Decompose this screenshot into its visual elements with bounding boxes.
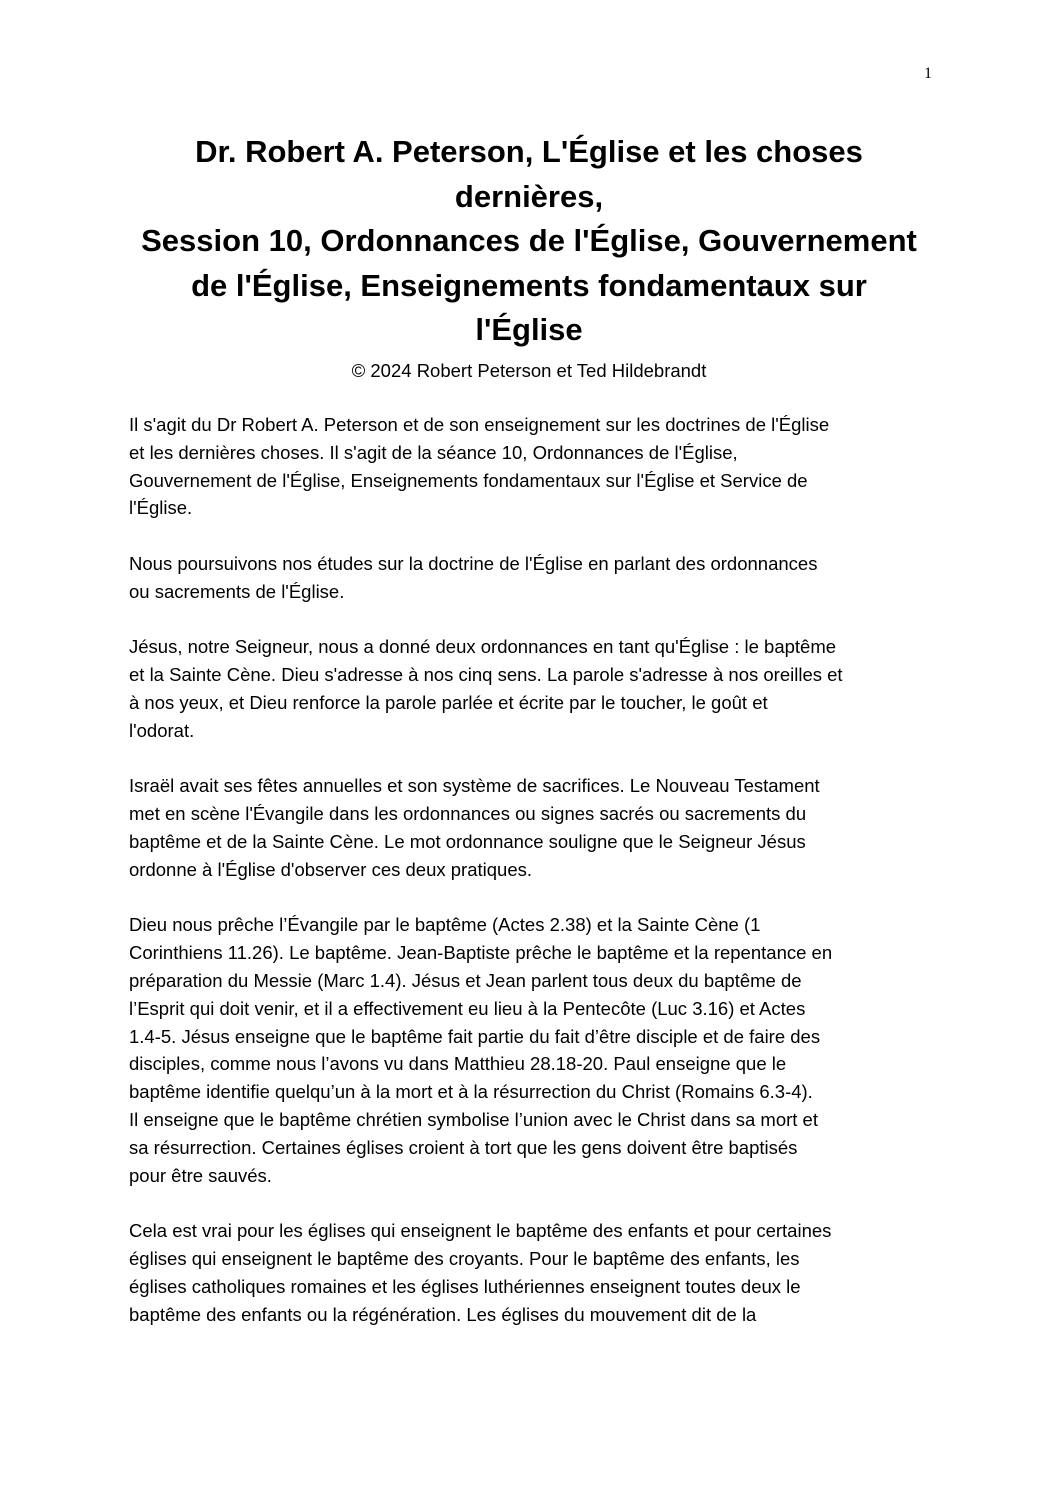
text-line: ordonne à l'Église d'observer ces deux pratiques. — [129, 858, 532, 880]
text-line: baptême et de la Sainte Cène. Le mot ordonnance souligne que le Seigneur Jésus — [129, 830, 806, 852]
text-line: met en scène l'Évangile dans les ordonnances ou signes sacrés ou sacrements du — [129, 803, 807, 825]
body-text — [129, 411, 935, 1356]
paragraph — [129, 911, 935, 1189]
text-line: baptême des enfants ou la régénération. Les églises du mouvement dit de la — [129, 1303, 757, 1325]
text-line: Gouvernement de l'Église, Enseignements fondamentaux sur l'Église et Service de — [129, 469, 808, 491]
text-line: Jésus, notre Seigneur, nous a donné deux ordonnances en tant qu'Église : le baptême — [129, 636, 837, 658]
text-line: baptême identifie quelqu’un à la mort et à la résurrection du Christ (Romains 6.3-4). — [129, 1081, 813, 1103]
text-line: à nos yeux, et Dieu renforce la parole parlée et écrite par le toucher, le goût et — [129, 691, 768, 713]
title-line: dernières, — [454, 178, 604, 214]
title-line: Session 10, Ordonnances de l'Église, Gouvernement — [141, 223, 917, 258]
document-title — [100, 130, 958, 353]
paragraph — [129, 1217, 935, 1328]
title-line: l'Église — [475, 312, 583, 347]
text-line: Israël avait ses fêtes annuelles et son système de sacrifices. Le Nouveau Testament — [129, 775, 820, 797]
text-line: Il s'agit du Dr Robert A. Peterson et de son enseignement sur les doctrines de l'Église — [129, 414, 830, 435]
title-line: de l'Église, Enseignements fondamentaux sur — [191, 267, 867, 303]
text-line: Cela est vrai pour les églises qui enseignent le baptême des enfants et pour certaines — [129, 1220, 832, 1242]
text-line: Il enseigne que le baptême chrétien symbolise l’union avec le Christ dans sa mort et — [129, 1108, 818, 1130]
paragraph — [129, 550, 935, 606]
page-number: 1 — [924, 65, 932, 82]
text-line: églises catholiques romaines et les églises luthériennes enseignent toutes deux le — [129, 1275, 801, 1297]
paragraph — [129, 633, 935, 744]
text-line: l'odorat. — [129, 719, 195, 741]
paragraph — [129, 772, 935, 883]
text-line: disciples, comme nous l’avons vu dans Matthieu 28.18-20. Paul enseigne que le — [129, 1053, 787, 1075]
text-line: Dieu nous prêche l’Évangile par le baptême (Actes 2.38) et la Sainte Cène (1 — [129, 914, 761, 936]
text-line: pour être sauvés. — [129, 1164, 272, 1186]
text-line: 1.4-5. Jésus enseigne que le baptême fait partie du fait d’être disciple et de faire des — [129, 1025, 821, 1047]
text-line: Nous poursuivons nos études sur la doctrine de l'Église en parlant des ordonnances — [129, 552, 818, 574]
title-line: Dr. Robert A. Peterson, L'Église et les choses — [195, 134, 863, 169]
copyright-notice: © 2024 Robert Peterson et Ted Hildebrandt — [351, 360, 707, 381]
text-line: et les dernières choses. Il s'agit de la séance 10, Ordonnances de l'Église, — [129, 441, 738, 463]
text-line: Corinthiens 11.26). Le baptême. Jean-Baptiste prêche le baptême et la repentance en — [129, 942, 833, 964]
paragraph — [129, 411, 935, 522]
text-line: et la Sainte Cène. Dieu s'adresse à nos cinq sens. La parole s'adresse à nos oreilles et — [129, 664, 843, 686]
text-line: l’Esprit qui doit venir, et il a effectivement eu lieu à la Pentecôte (Luc 3.16) et Actes — [129, 997, 806, 1019]
text-line: préparation du Messie (Marc 1.4). Jésus et Jean parlent tous deux du baptême de — [129, 969, 802, 991]
text-line: églises qui enseignent le baptême des croyants. Pour le baptême des enfants, les — [129, 1247, 800, 1269]
text-line: sa résurrection. Certaines églises croient à tort que les gens doivent être baptisés — [129, 1136, 798, 1158]
text-line: ou sacrements de l'Église. — [129, 580, 345, 602]
text-line: l'Église. — [129, 497, 193, 519]
